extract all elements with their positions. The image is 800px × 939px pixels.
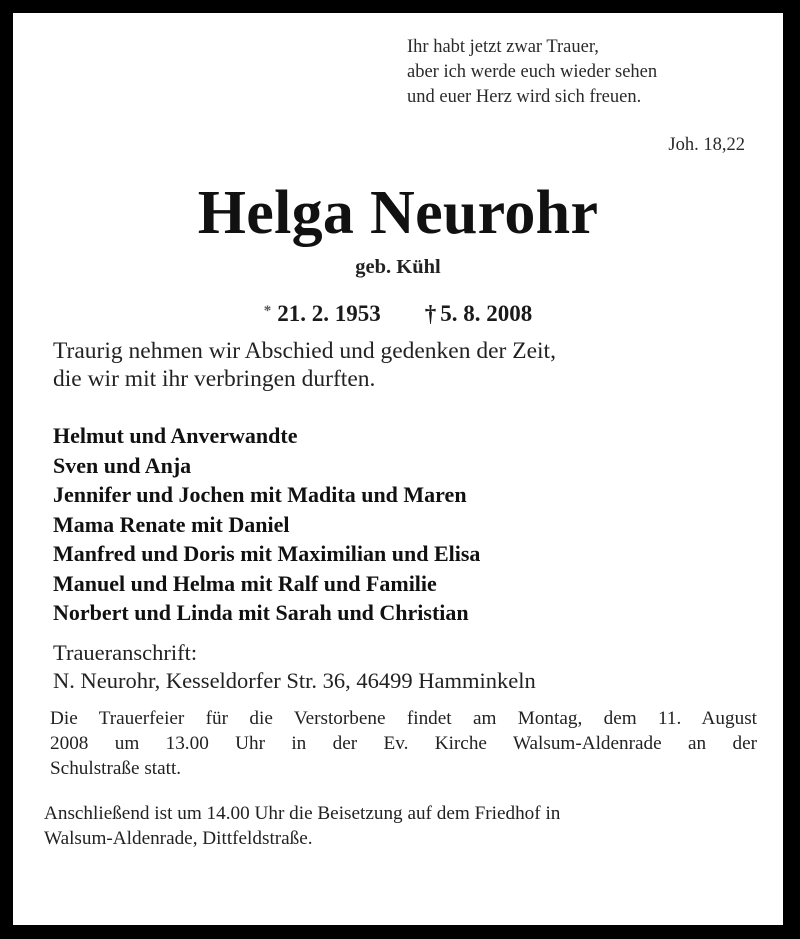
bible-verse: [407, 35, 657, 110]
mourner-item: Jennifer und Jochen mit Madita und Maren: [53, 482, 467, 507]
death-date: 5. 8. 2008: [440, 301, 533, 326]
death-cross-icon: †: [424, 301, 437, 326]
mourner-item: Manfred und Doris mit Maximilian und Elisa: [53, 541, 481, 566]
mourner-item: Manuel und Helma mit Ralf und Familie: [53, 570, 437, 596]
mourner-item: Helmut und Anverwandte: [53, 423, 298, 448]
ceremony-line: Schulstraße statt.: [50, 758, 182, 779]
verse-line: aber ich werde euch wieder sehen: [407, 62, 658, 82]
burial-line: Anschließend ist um 14.00 Uhr die Beisetzung auf dem Friedhof in: [44, 803, 561, 824]
verse-reference: Joh. 18,22: [668, 135, 745, 155]
address-value: N. Neurohr, Kesseldorfer Str. 36, 46499 Hamminkeln: [53, 668, 536, 693]
mourner-item: Sven und Anja: [53, 452, 192, 478]
mourner-item: Norbert und Linda mit Sarah und Christian: [53, 600, 469, 625]
ceremony-line: Die Trauerfeier für die Verstorbene findet am Montag, dem 11. August: [50, 708, 757, 729]
deceased-name: Helga Neurohr: [197, 179, 599, 247]
obituary-notice: [13, 13, 783, 925]
burial-info: [44, 801, 560, 851]
address-label: Traueranschrift:: [53, 640, 198, 665]
maiden-name: geb. Kühl: [355, 256, 441, 278]
mourners-list: [53, 421, 480, 628]
verse-line: und euer Herz wird sich freuen.: [407, 87, 642, 107]
intro-line: Traurig nehmen wir Abschied und gedenken der Zeit,: [53, 338, 556, 364]
life-dates: [13, 295, 783, 330]
intro-text: [53, 337, 556, 393]
birth-date: 21. 2. 1953: [277, 301, 381, 326]
birth-star-icon: *: [263, 303, 272, 319]
intro-line: die wir mit ihr verbringen durften.: [53, 366, 376, 392]
verse-line: Ihr habt jetzt zwar Trauer,: [407, 37, 599, 57]
mourning-address: [53, 639, 536, 695]
funeral-service-info: [50, 706, 757, 781]
ceremony-line: 2008 um 13.00 Uhr in der Ev. Kirche Walsum-Aldenrade an der: [50, 733, 757, 754]
burial-line: Walsum-Aldenrade, Dittfeldstraße.: [44, 828, 313, 849]
mourner-item: Mama Renate mit Daniel: [53, 511, 290, 537]
